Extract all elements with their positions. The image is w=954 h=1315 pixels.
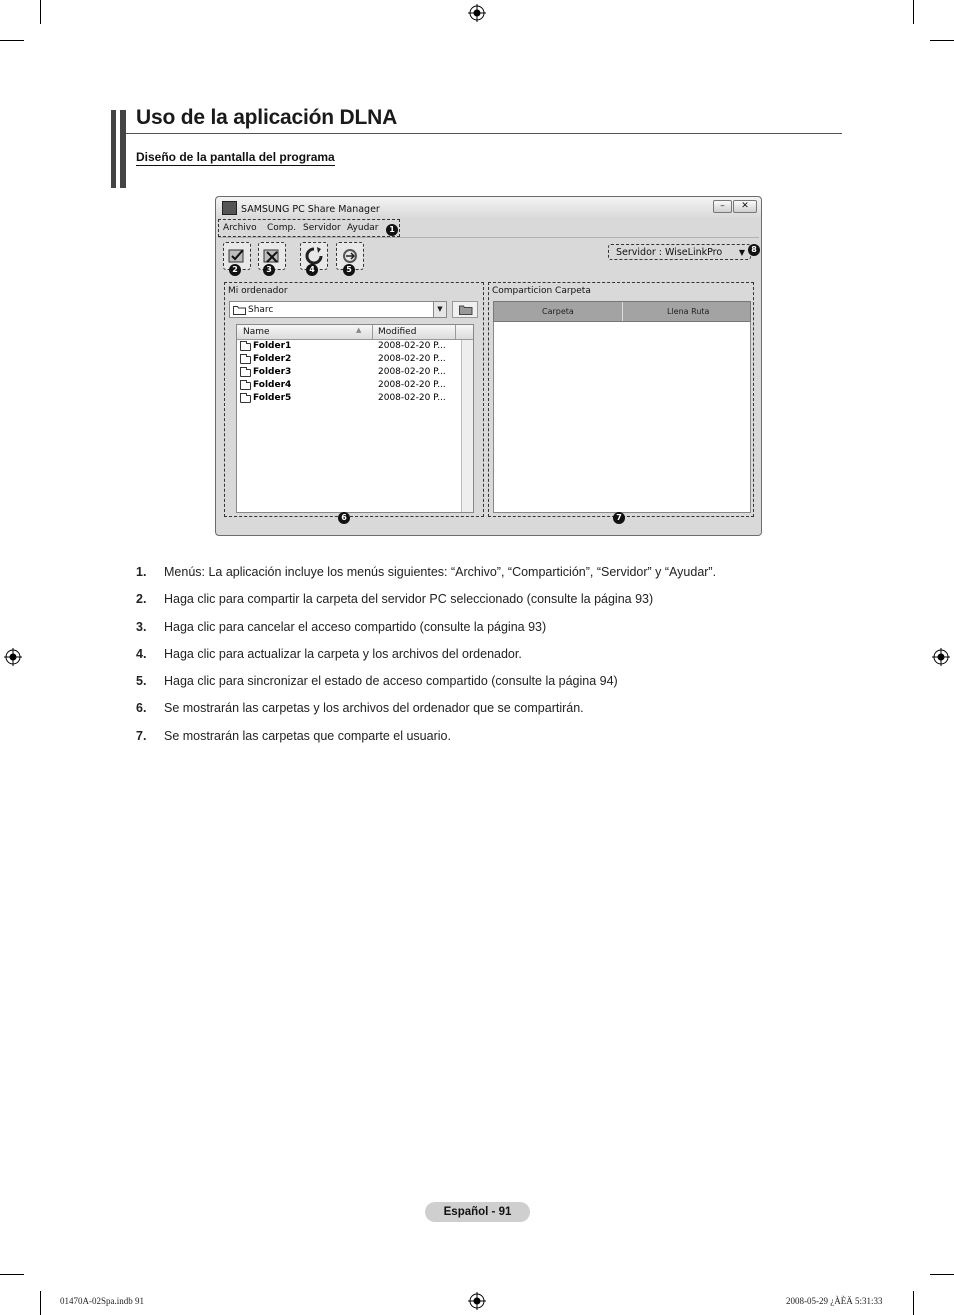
list-header xyxy=(237,325,473,340)
registration-mark-icon xyxy=(468,1292,486,1310)
callout-badge: 8 xyxy=(748,244,760,256)
crop-mark xyxy=(930,40,954,41)
folder-up-button[interactable] xyxy=(452,301,478,318)
callout-badge: 1 xyxy=(386,224,398,236)
crop-mark xyxy=(40,1291,41,1315)
window-title: SAMSUNG PC Share Manager xyxy=(241,204,380,215)
minimize-button[interactable]: – xyxy=(713,200,732,213)
menu-archivo[interactable]: Archivo xyxy=(223,223,257,233)
menu-servidor[interactable]: Servidor xyxy=(303,223,341,233)
folder-icon xyxy=(240,343,251,351)
table-row[interactable]: Folder4 2008-02-20 P... xyxy=(237,379,473,392)
server-label: Servidor : WiseLinkPro xyxy=(616,247,723,258)
folder-up-icon xyxy=(459,304,473,315)
chevron-down-icon: ▼ xyxy=(738,248,745,257)
column-header-carpeta[interactable]: Carpeta xyxy=(542,307,574,316)
folder-icon xyxy=(240,382,251,390)
folder-icon xyxy=(240,356,251,364)
crop-mark xyxy=(930,1274,954,1275)
cancel-x-icon xyxy=(262,246,282,266)
app-window xyxy=(215,196,762,536)
panel-label: Comparticion Carpeta xyxy=(492,286,591,296)
sync-icon xyxy=(340,246,360,266)
callout-badge: 2 xyxy=(229,264,241,276)
chevron-down-icon[interactable]: ▼ xyxy=(433,302,446,317)
crop-mark xyxy=(0,40,24,41)
window-titlebar xyxy=(216,197,761,219)
crop-mark xyxy=(913,0,914,24)
menu-bar xyxy=(218,219,400,237)
section-bar xyxy=(111,110,126,188)
column-divider xyxy=(455,325,456,339)
refresh-icon xyxy=(304,246,324,266)
shared-folder-panel xyxy=(488,282,754,517)
app-icon xyxy=(222,201,237,215)
registration-mark-icon xyxy=(468,4,486,22)
callout-badge: 6 xyxy=(338,512,350,524)
menu-comp[interactable]: Comp. xyxy=(267,223,297,233)
combo-value: Sharc xyxy=(248,305,274,315)
page-number-badge: Español - 91 xyxy=(425,1202,530,1222)
registration-mark-icon xyxy=(932,648,950,666)
share-check-icon xyxy=(227,246,247,266)
crop-mark xyxy=(0,1274,24,1275)
shared-folder-list[interactable] xyxy=(493,322,751,513)
my-computer-panel xyxy=(224,282,484,517)
title-rule xyxy=(126,133,842,134)
folder-icon xyxy=(240,395,251,403)
table-row[interactable]: Folder3 2008-02-20 P... xyxy=(237,366,473,379)
table-row[interactable]: Folder5 2008-02-20 P... xyxy=(237,392,473,405)
share-list-header xyxy=(493,301,751,322)
print-slug-left: 01470A-02Spa.indb 91 xyxy=(60,1296,144,1306)
crop-mark xyxy=(913,1291,914,1315)
column-divider xyxy=(372,325,373,339)
callout-badge: 3 xyxy=(263,264,275,276)
folder-icon xyxy=(240,369,251,377)
file-list[interactable] xyxy=(236,324,474,513)
print-slug-right: 2008-05-29 ¿ÀÈÄ 5:31:33 xyxy=(786,1296,883,1306)
menu-ayudar[interactable]: Ayudar xyxy=(347,223,379,233)
callout-badge: 7 xyxy=(613,512,625,524)
vertical-scrollbar[interactable] xyxy=(461,340,473,512)
toolbar-separator xyxy=(218,237,759,238)
page-title: Uso de la aplicación DLNA xyxy=(136,106,398,129)
callout-badge: 5 xyxy=(343,264,355,276)
column-header-name[interactable]: Name xyxy=(243,327,270,337)
panel-label: Mi ordenador xyxy=(228,286,288,296)
table-row[interactable]: Folder1 2008-02-20 P... xyxy=(237,340,473,353)
folder-combo[interactable] xyxy=(229,301,447,318)
registration-mark-icon xyxy=(4,648,22,666)
crop-mark xyxy=(40,0,41,24)
column-header-modified[interactable]: Modified xyxy=(378,327,417,337)
section-subtitle: Diseño de la pantalla del programa xyxy=(136,150,335,164)
sort-arrow-icon: ▲ xyxy=(356,326,362,334)
callout-badge: 4 xyxy=(306,264,318,276)
table-row[interactable]: Folder2 2008-02-20 P... xyxy=(237,353,473,366)
column-header-llena-ruta[interactable]: Llena Ruta xyxy=(667,307,710,316)
column-divider xyxy=(622,302,623,321)
server-selector[interactable] xyxy=(608,244,751,260)
close-button[interactable]: ✕ xyxy=(733,200,757,213)
folder-icon xyxy=(233,305,246,315)
